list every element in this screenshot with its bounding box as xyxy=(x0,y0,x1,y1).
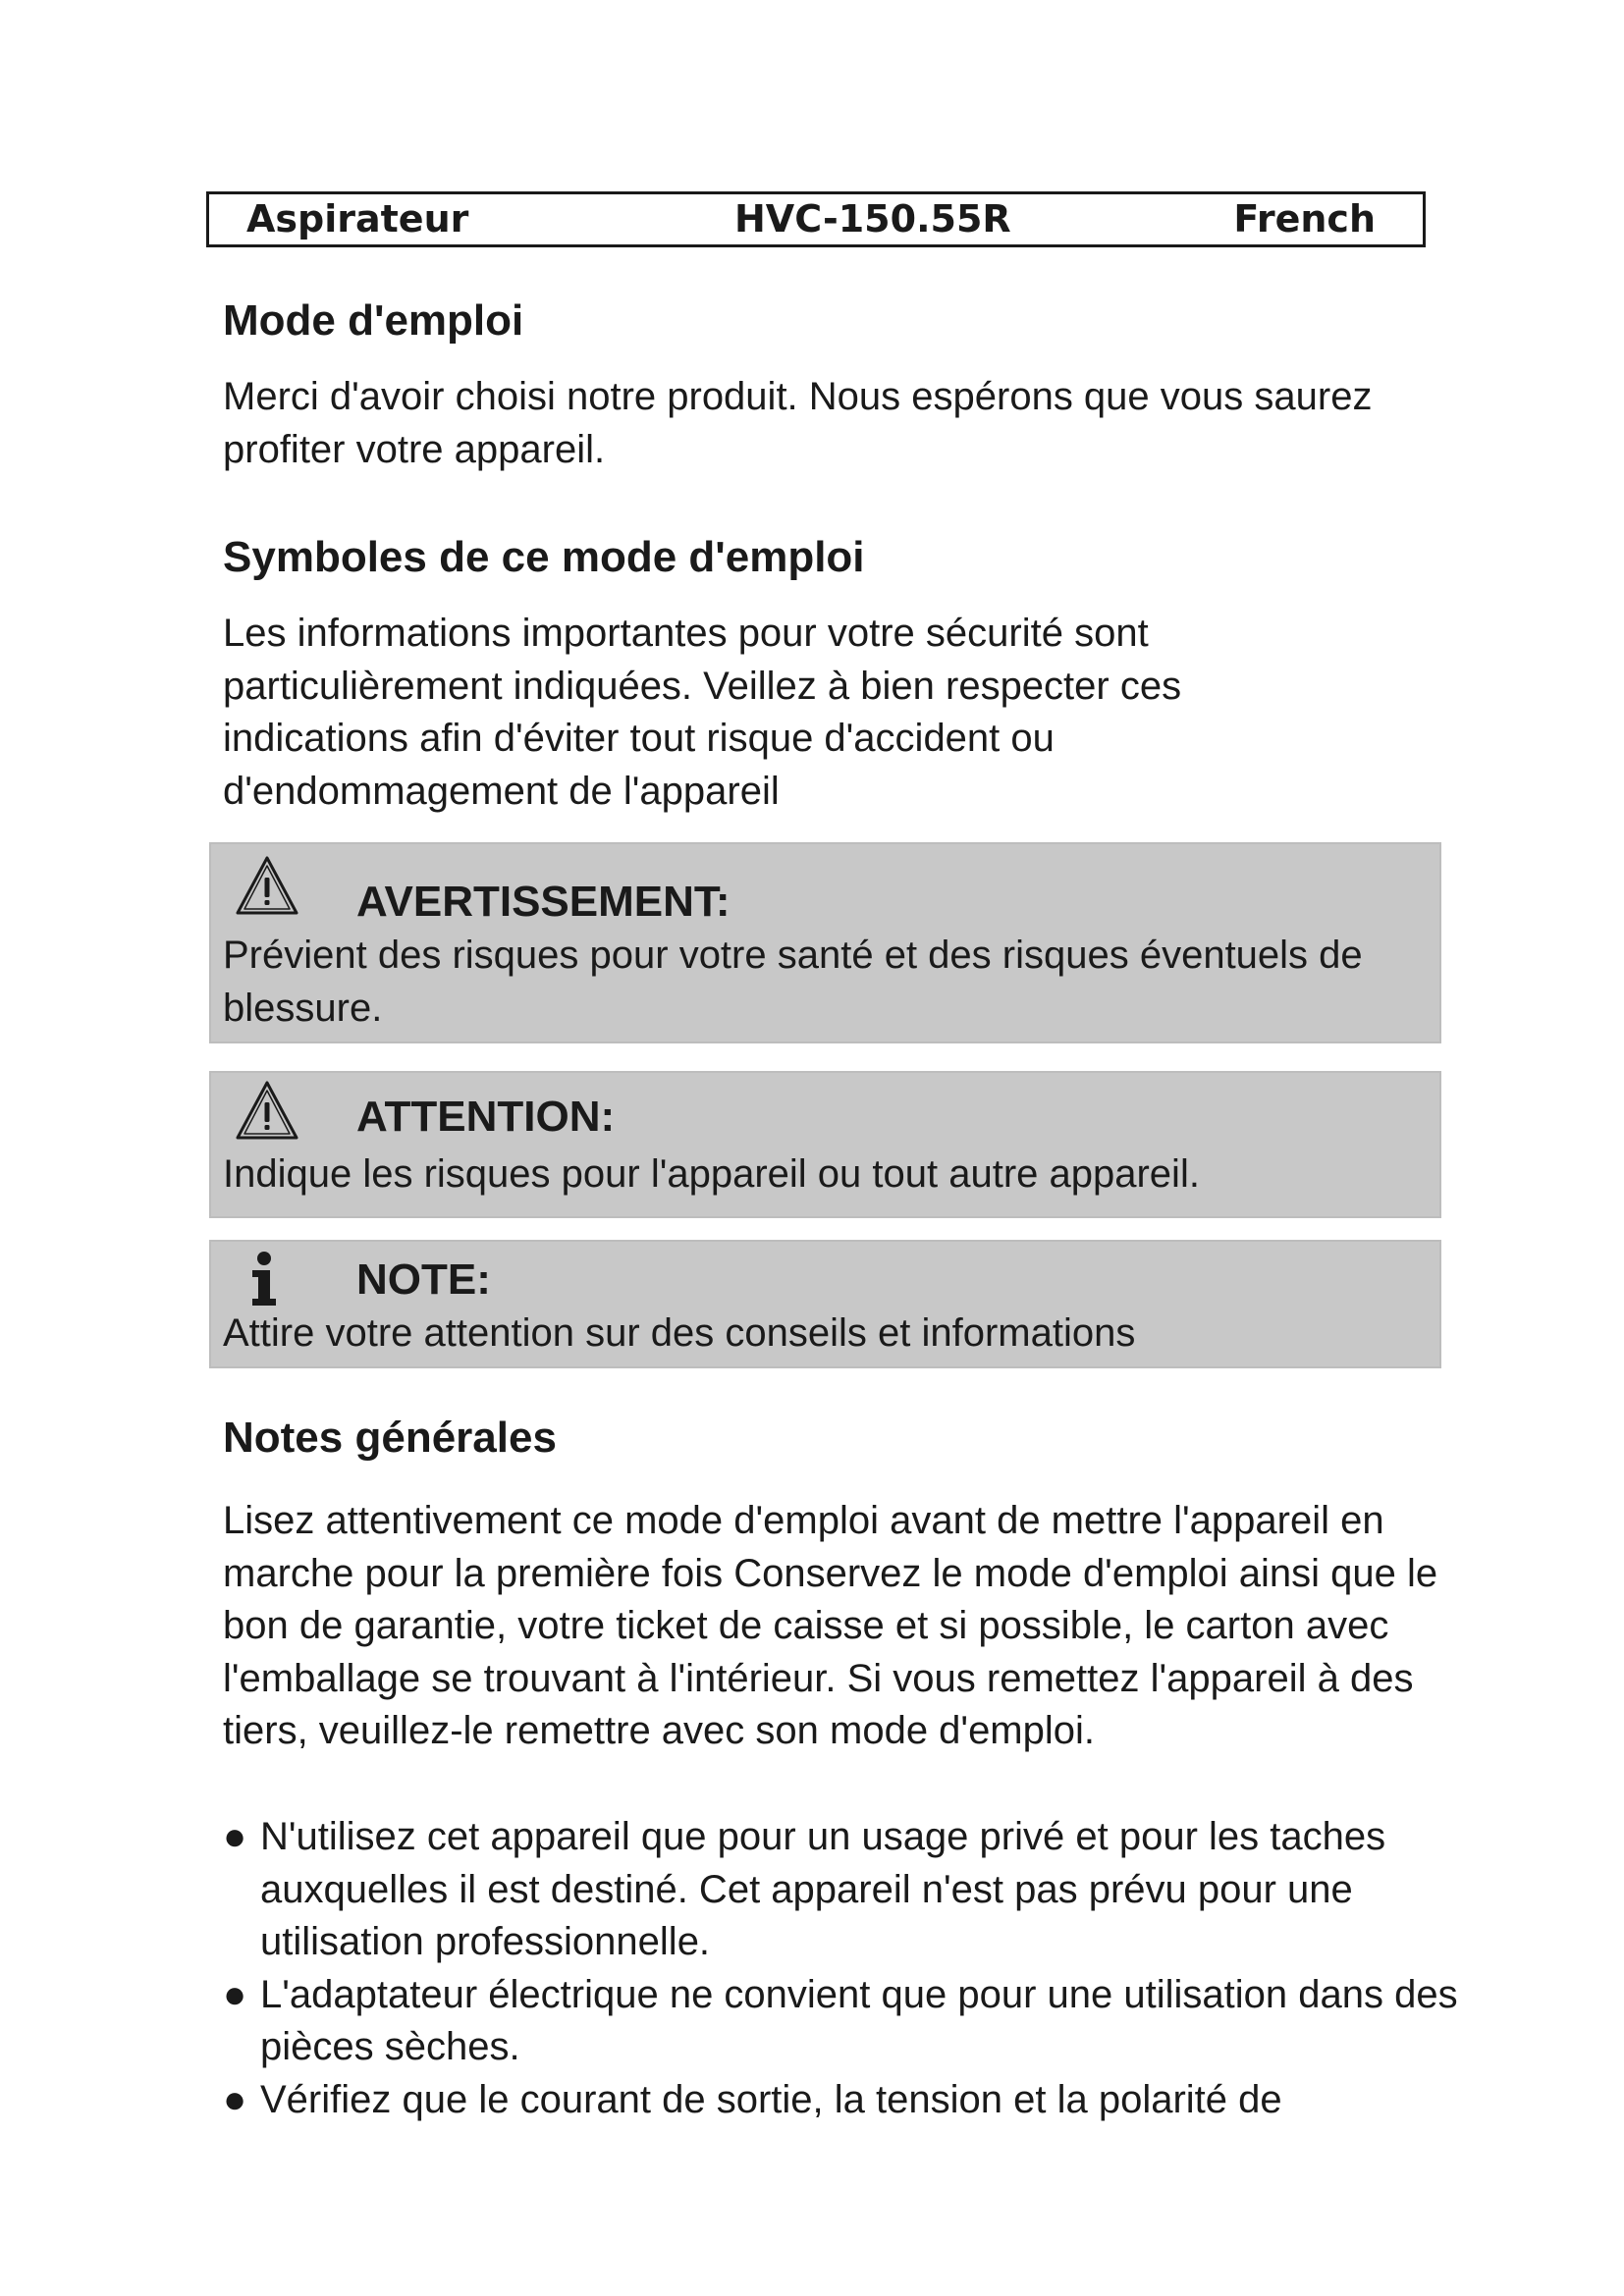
callout-attention-title: ATTENTION: xyxy=(356,1093,616,1141)
callout-attention xyxy=(209,1071,1441,1218)
header-product-name: Aspirateur xyxy=(246,197,469,240)
bullet-text: N'utilisez cet appareil que pour un usage privé et pour les taches auxquelles il est destiné. Cet appareil n'est pas prévu pour une utilisation professionnelle. xyxy=(260,1815,1386,1963)
callout-avertissement-title: AVERTISSEMENT: xyxy=(356,878,731,926)
bullet-text: L'adaptateur électrique ne convient que pour une utilisation dans des pièces sèches. xyxy=(260,1972,1458,2068)
document-header xyxy=(206,191,1426,247)
section-title-notes-generales: Notes générales xyxy=(223,1414,557,1462)
intro-paragraph: Merci d'avoir choisi notre produit. Nous espérons que vous saurez profiter votre appareil. xyxy=(223,375,1373,471)
section-title-symboles: Symboles de ce mode d'emploi xyxy=(223,533,865,581)
general-notes-paragraph: Lisez attentivement ce mode d'emploi avant de mettre l'appareil en marche pour la première fois Conservez le mode d'emploi ainsi que le bon de garantie, votre ticket de caisse et si possible, le carton avec l'emballage se trouvant à l'intérieur. Si vous remettez l'appareil à des tiers, veuillez-le remettre avec son mode d'emploi. xyxy=(223,1499,1438,1752)
list-item xyxy=(223,1969,1488,2074)
warning-triangle-icon xyxy=(235,854,299,917)
callout-attention-text: Indique les risques pour l'appareil ou tout autre appareil. xyxy=(223,1152,1200,1196)
info-icon xyxy=(244,1252,284,1307)
callout-avertissement-text: Prévient des risques pour votre santé et des risques éventuels de blessure. xyxy=(223,934,1363,1030)
bullet-icon: ● xyxy=(223,1972,247,2016)
bullet-text: Vérifiez que le courant de sortie, la tension et la polarité de xyxy=(260,2077,1282,2121)
header-language: French xyxy=(1233,197,1376,240)
callout-note-title: NOTE: xyxy=(356,1255,491,1304)
bullet-icon: ● xyxy=(223,1815,247,1858)
header-model-number: HVC-150.55R xyxy=(734,197,1011,240)
list-item xyxy=(223,1811,1488,1969)
list-item xyxy=(223,2074,1488,2127)
callout-note xyxy=(209,1240,1441,1368)
callout-avertissement xyxy=(209,842,1441,1043)
general-notes-bullet-list xyxy=(223,1811,1460,2126)
symbols-paragraph: Les informations importantes pour votre sécurité sont particulièrement indiquées. Veillez à bien respecter ces indications afin d'éviter tout risque d'accident ou d'endommagement de l'appareil xyxy=(223,612,1182,813)
bullet-icon: ● xyxy=(223,2077,247,2121)
warning-triangle-icon xyxy=(235,1079,299,1142)
section-title-mode-emploi: Mode d'emploi xyxy=(223,296,524,345)
callout-note-text: Attire votre attention sur des conseils et informations xyxy=(223,1311,1136,1355)
